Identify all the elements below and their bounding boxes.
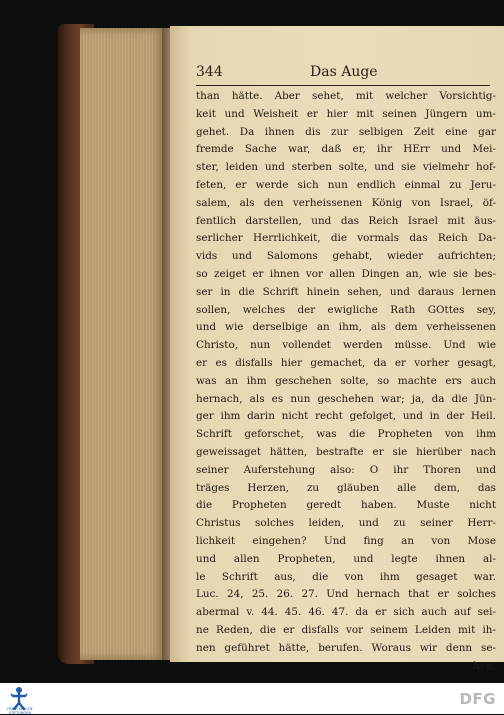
page-number: 344 <box>196 64 223 80</box>
text-line: salem, als den verheissenen König von Israel, öf- <box>196 196 496 209</box>
text-line: serlicher Herrlichkeit, die vormals das Reich Da- <box>196 232 496 245</box>
text-line: gehet. Da ihnen dis zur selbigen Zeit eine gar <box>196 125 496 138</box>
text-line: Luc. 24, 25. 26. 27. Und hernach that er solches <box>196 588 496 601</box>
text-line: ster, leiden und sterben solte, und sie vielmehr hof- <box>196 161 496 174</box>
text-line: lichkeit eingehen? Und fing an von Mose <box>196 534 496 547</box>
header-rule <box>196 85 490 86</box>
text-line: und wie derselbige an ihm, als dem verheissenen <box>196 321 496 334</box>
text-line: geweissaget hätten, bestrafte er sie hierüber nach <box>196 445 496 458</box>
viewer-footer <box>0 683 504 714</box>
text-line: so zeiget er ihnen vor allen Dingen an, wie sie bes- <box>196 267 496 280</box>
body-text <box>196 88 496 675</box>
text-line: die Propheten geredt haben. Muste nicht <box>196 499 496 512</box>
text-line: hernach, als es nun geschehen war; ja, da die Jün- <box>196 392 496 405</box>
text-line: abermal v. 44. 45. 46. 47. da er sich auch auf sei- <box>196 606 496 619</box>
book-page <box>170 26 504 672</box>
book-photograph <box>58 24 504 672</box>
text-line: le Schrift aus, die von ihm gesaget war. <box>196 570 496 583</box>
text-line: Christo, nun vollendet werden müsse. Und wie <box>196 339 496 352</box>
text-line: ger ihm darin nicht recht gefolget, und in der Heil. <box>196 410 496 423</box>
dfg-logo: DFG <box>459 690 496 708</box>
text-line: hen, <box>473 659 496 672</box>
running-head: Das Auge <box>310 64 378 80</box>
text-line: träges Herzen, zu gläuben alle dem, das <box>196 481 496 494</box>
text-line: er es disfalls hier gemachet, da er vorher gesagt, <box>196 356 496 369</box>
page-header <box>196 64 486 86</box>
page-edges <box>80 28 166 660</box>
text-line: sollen, welches der ewigliche Rath GOttes sey, <box>196 303 496 316</box>
text-line: fentlich darstellen, und das Reich Israel mit äus- <box>196 214 496 227</box>
text-line: Schrift geforschet, was die Propheten von ihm <box>196 428 496 441</box>
text-line: fremde Sache war, daß er, ihr HErr und Mei- <box>196 143 496 156</box>
text-line: seiner Auferstehung also: O ihr Thoren und <box>196 463 496 476</box>
text-line: ser in die Schrift hinein sehen, und daraus lernen <box>196 285 496 298</box>
text-line: ne Reden, die er disfalls vor seinem Leiden mit ih- <box>196 623 496 636</box>
text-line: was an ihm geschehen solte, so machte ers auch <box>196 374 496 387</box>
text-line: than hätte. Aber sehet, mit welcher Vorsichtig- <box>196 90 496 102</box>
text-line: nen geführet hätte, berufen. Woraus wir denn se- <box>196 641 496 654</box>
text-line: und allen Propheten, und legte ihnen al- <box>196 552 496 565</box>
text-line: feten, er werde sich nun endlich einmal zu Jeru- <box>196 178 496 191</box>
text-line: Christus solches leiden, und zu seiner Herr- <box>196 517 496 530</box>
text-line: keit und Weisheit er hier mit seinen Jüngern um- <box>196 107 496 120</box>
library-caption-line-1: FRANCKESCHE <box>7 707 33 711</box>
text-line: vids und Salomons gehabt, wieder aufrichten; <box>196 250 496 263</box>
library-caption-line-2: STIFTUNGEN <box>8 711 32 715</box>
